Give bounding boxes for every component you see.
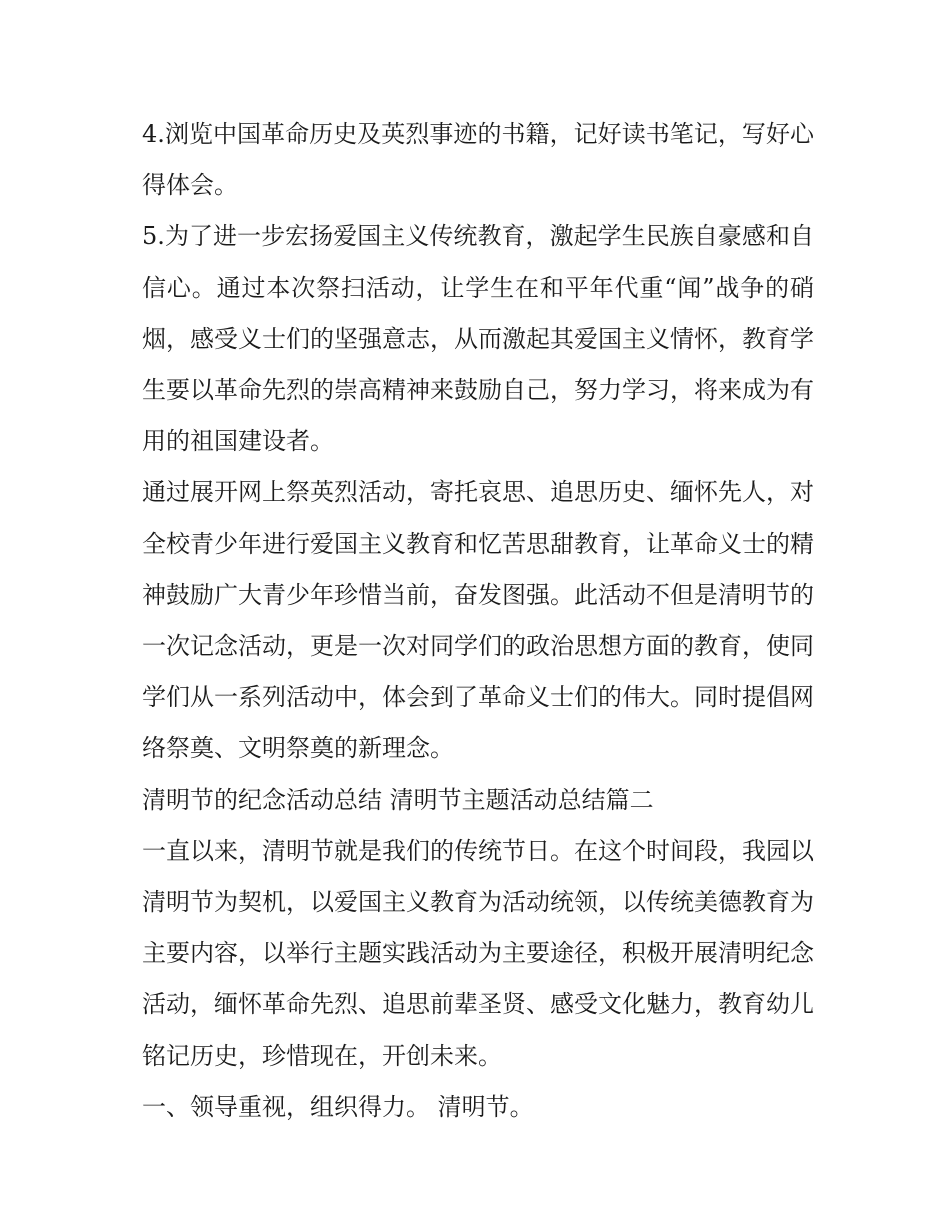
paragraph-item-5-patriotic-education: 5.为了进一步宏扬爱国主义传统教育，激起学生民族自豪感和自信心。通过本次祭扫活动，让学生在和平年代重“闻”战争的硝烟，感受义士们的坚强意志，从而激起其爱国主义情怀，教育学生要以革命先烈的崇高精神来鼓励自己，努力学习，将来成为有用的祖国建设者。 bbox=[142, 222, 814, 456]
paragraph-item-4-reading: 4.浏览中国革命历史及英烈事迹的书籍，记好读书笔记，写好心得体会。 bbox=[142, 120, 814, 200]
paragraph-introduction: 一直以来，清明节就是我们的传统节日。在这个时间段，我园以清明节为契机，以爱国主义教育为活动统领，以传统美德教育为主要内容，以举行主题实践活动为主要途径，积极开展清明纪念活动，缅怀革命先烈、追思前辈圣贤、感受文化魅力，教育幼儿铭记历史，珍惜现在，开创未来。 bbox=[142, 836, 814, 1070]
paragraph-online-memorial: 通过展开网上祭英烈活动，寄托哀思、追思历史、缅怀先人，对全校青少年进行爱国主义教育和忆苦思甜教育，让革命义士的精神鼓励广大青少年珍惜当前，奋发图强。此活动不但是清明节的一次记念活动，更是一次对同学们的政治思想方面的教育，使同学们从一系列活动中，体会到了革命义士们的伟大。同时提倡网络祭奠、文明祭奠的新理念。 bbox=[142, 478, 814, 763]
document-body bbox=[142, 109, 814, 1133]
section-heading: 清明节的纪念活动总结 清明节主题活动总结篇二 bbox=[142, 785, 654, 814]
subheading-leadership: 一、领导重视，组织得力。 清明节。 bbox=[142, 1092, 534, 1121]
